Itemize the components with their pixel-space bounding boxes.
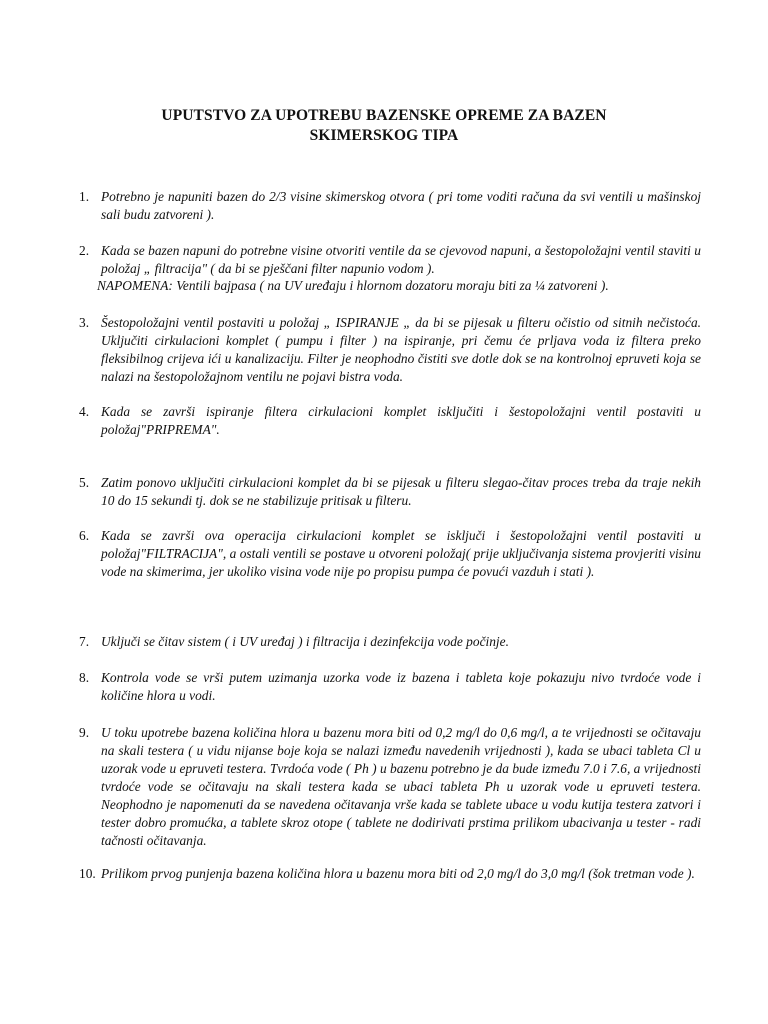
list-item-10 <box>79 865 701 883</box>
list-item-8 <box>79 669 701 705</box>
list-item-4 <box>79 403 701 439</box>
item-text: Šestopoložajni ventil postaviti u položaj „ ISPIRANJE „ da bi se pijesak u filteru očistio od sitnih nečistoća. Uključiti cirkulacioni komplet ( pumpu i filter ) na ispiranje, pri čemu će prljava voda iz filtera preko fleksibilnog crijeva ići u kanalizaciju. Filter je neophodno čistiti sve dotle dok se na kontrolnoj epruveti koja se nalazi na šestopoložajnom ventilu ne pojavi bistra voda. <box>101 315 701 384</box>
item-number: 2. <box>79 243 90 258</box>
item-text: Uključi se čitav sistem ( i UV uređaj ) i filtracija i dezinfekcija vode počinje. <box>101 634 509 649</box>
list-item-2 <box>79 242 701 278</box>
item-text: Kada se bazen napuni do potrebne visine otvoriti ventile da se cjevovod napuni, a šestopoložajni ventil staviti u položaj „ filtracija" ( da bi se pješčani filter napunio vodom ). <box>101 243 701 276</box>
item-number: 5. <box>79 475 90 490</box>
item-text: Kada se završi ova operacija cirkulacioni komplet se isključi i šestopoložajni ventil postaviti u položaj"FILTRACIJA", a ostali ventili se postave u otvoreni položaj( prije uključivanja sistema provjeriti visinu vode na skimerima, jer ukoliko visina vode nije po propisu pumpa će povući vazduh i stati ). <box>101 528 701 579</box>
item-number: 10. <box>79 866 96 881</box>
list-item-7 <box>79 633 701 651</box>
item-number: 1. <box>79 189 90 204</box>
list-item-1 <box>79 188 701 224</box>
title-line-1: UPUTSTVO ZA UPOTREBU BAZENSKE OPREME ZA BAZEN <box>161 107 607 124</box>
item-text: Potrebno je napuniti bazen do 2/3 visine skimerskog otvora ( pri tome voditi računa da svi ventili u mašinskoj sali budu zatvoreni ). <box>101 189 701 222</box>
item-text: U toku upotrebe bazena količina hlora u bazenu mora biti od 0,2 mg/l do 0,6 mg/l, a te vrijednosti se očitavaju na skali testera ( u vidu nijanse boje koja se nalazi između navedenih vrijednosti ), kada se ubaci tableta Cl u uzorak vode u epruveti testera. Tvrdoća vode ( Ph ) u bazenu potrebno je da bude između 7.0 i 7.6, a vrijednosti tvrdoće vode se očitavaju na skali testera kada se ubaci tableta Ph u uzorak vode u epruveti testera. Neophodno je napomenuti da se navedena očitavanja vrše kada se tablete ubace u vodu kutija testera zatvori i tester dobro promućka, a tablete skroz otope ( tablete ne dodirivati prstima prilikom ubacivanja u tester - radi tačnosti očitavanja. <box>101 725 701 848</box>
item-number: 8. <box>79 670 90 685</box>
item-number: 9. <box>79 725 90 740</box>
document-title <box>0 106 768 146</box>
item-number: 6. <box>79 528 90 543</box>
list-item-5 <box>79 474 701 510</box>
list-item-6 <box>79 527 701 581</box>
item-number: 4. <box>79 404 90 419</box>
item-text: Kontrola vode se vrši putem uzimanja uzorka vode iz bazena i tableta koje pokazuju nivo tvrdoće vode i količine hlora u vodi. <box>101 670 701 703</box>
title-line-2: SKIMERSKOG TIPA <box>309 127 459 144</box>
item-text: Prilikom prvog punjenja bazena količina hlora u bazenu mora biti od 2,0 mg/l do 3,0 mg/l (šok tretman vode ). <box>101 866 695 881</box>
list-item-9 <box>79 724 701 850</box>
list-item-3 <box>79 314 701 386</box>
item-text: Kada se završi ispiranje filtera cirkulacioni komplet isključiti i šestopoložajni ventil postaviti u položaj"PRIPREMA". <box>101 404 701 437</box>
item-number: 7. <box>79 634 90 649</box>
item-text: Zatim ponovo uključiti cirkulacioni komplet da bi se pijesak u filteru slegao-čitav proces treba da traje nekih 10 do 15 sekundi tj. dok se ne stabilizuje pritisak u filteru. <box>101 475 701 508</box>
item-number: 3. <box>79 315 90 330</box>
note-text: NAPOMENA: Ventili bajpasa ( na UV uređaju i hlornom dozatoru moraju biti za ¼ zatvoreni ). <box>97 278 609 293</box>
